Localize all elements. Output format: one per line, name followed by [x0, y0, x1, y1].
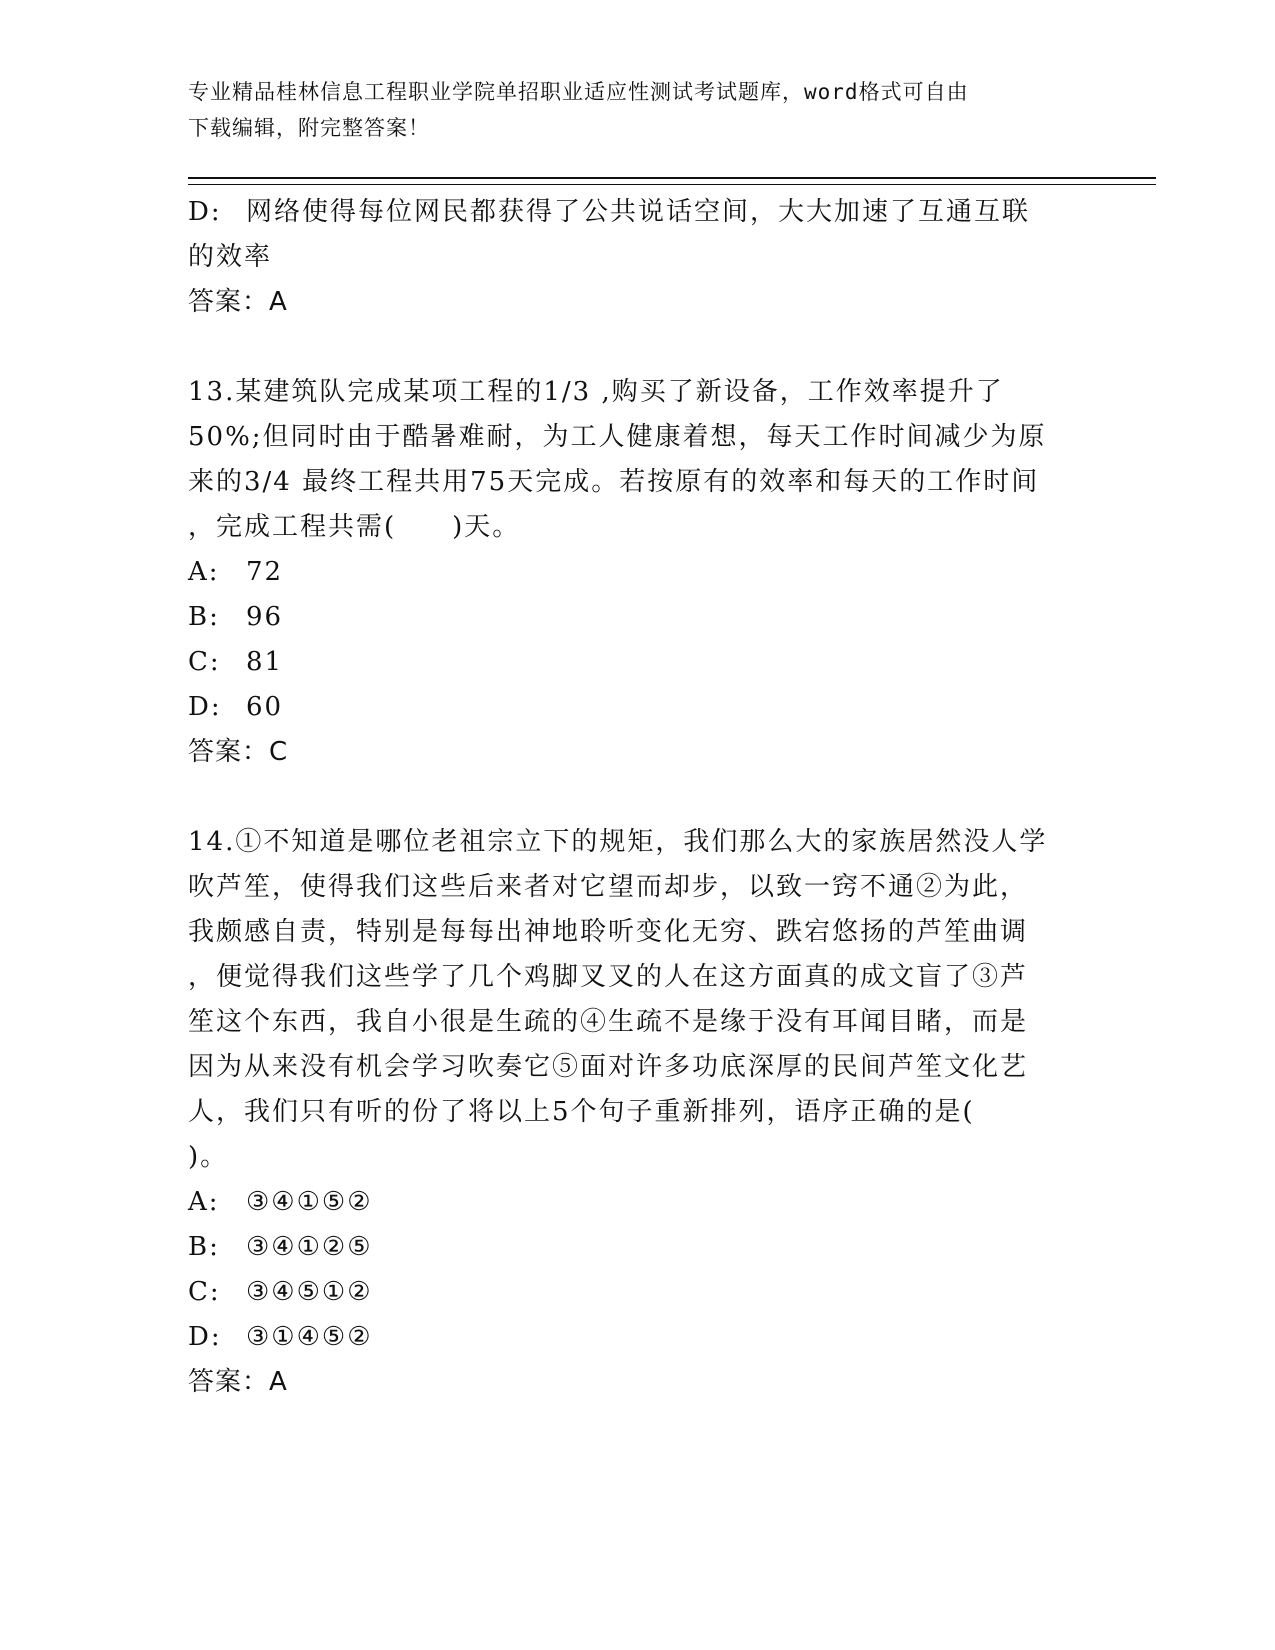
option-c	[188, 640, 1088, 685]
answer-line: 答案：A	[188, 1367, 288, 1397]
header-line-2: 下载编辑，附完整答案！	[188, 116, 430, 140]
question-text-line: 50%;但同时由于酷暑难耐，为工人健康着想，每天工作时间减少为原	[188, 422, 1047, 452]
question-text-line: )。	[188, 1142, 229, 1172]
option-label: A:	[188, 557, 220, 587]
option-label: D:	[188, 692, 222, 722]
question-text-line: 吹芦笙，使得我们这些后来者对它望而却步，以致一窍不通②为此，	[188, 872, 1029, 902]
option-d	[188, 190, 1088, 235]
option-text: 60	[246, 692, 284, 722]
option-d	[188, 1315, 1088, 1360]
question-text-line: 人，我们只有听的份了将以上5个句子重新排列，语序正确的是(	[188, 1097, 975, 1127]
question-text-line: ，便觉得我们这些学了几个鸡脚叉叉的人在这方面真的成文盲了③芦	[188, 962, 1029, 992]
document-body	[188, 190, 1088, 1405]
question-text-line: 13.某建筑队完成某项工程的1/3 ,购买了新设备，工作效率提升了	[188, 377, 1004, 407]
answer-line: 答案：C	[188, 737, 289, 767]
option-text: ③④①②⑤	[246, 1232, 373, 1262]
question-13	[188, 370, 1088, 775]
option-label: C:	[188, 647, 221, 677]
option-d	[188, 685, 1088, 730]
previous-question-tail	[188, 190, 1088, 325]
option-b	[188, 1225, 1088, 1270]
option-c	[188, 1270, 1088, 1315]
option-text: 网络使得每位网民都获得了公共说话空间，大大加速了互通互联	[246, 197, 1031, 227]
question-14	[188, 820, 1088, 1405]
option-text: ③④①⑤②	[246, 1187, 373, 1217]
question-text-line: 来的3/4 最终工程共用75天完成。若按原有的效率和每天的工作时间	[188, 467, 1040, 497]
question-text-line: 笙这个东西，我自小很是生疏的④生疏不是缘于没有耳闻目睹，而是	[188, 1007, 1029, 1037]
option-d-continuation: 的效率	[188, 242, 273, 272]
option-text: ③①④⑤②	[246, 1322, 373, 1352]
option-text: 81	[246, 647, 284, 677]
option-label: A:	[188, 1187, 220, 1217]
option-text: ③④⑤①②	[246, 1277, 373, 1307]
option-text: 72	[246, 557, 284, 587]
header-divider-thin	[188, 184, 1156, 185]
option-label: D:	[188, 1322, 222, 1352]
document-header	[188, 74, 1068, 146]
header-divider-thick	[188, 177, 1156, 179]
option-label: B:	[188, 1232, 220, 1262]
option-label: C:	[188, 1277, 221, 1307]
answer-line: 答案：A	[188, 287, 288, 317]
option-label: B:	[188, 602, 220, 632]
option-b	[188, 595, 1088, 640]
question-text-line: 我颇感自责，特别是每每出神地聆听变化无穷、跌宕悠扬的芦笙曲调	[188, 917, 1029, 947]
question-text-line: ，完成工程共需( )天。	[188, 512, 521, 542]
option-label: D:	[188, 197, 222, 227]
question-text-line: 14.①不知道是哪位老祖宗立下的规矩，我们那么大的家族居然没人学	[188, 827, 1048, 857]
option-a	[188, 550, 1088, 595]
option-text: 96	[246, 602, 284, 632]
question-text-line: 因为从来没有机会学习吹奏它⑤面对许多功底深厚的民间芦笙文化艺	[188, 1052, 1029, 1082]
header-line-1: 专业精品桂林信息工程职业学院单招职业适应性测试考试题库，word格式可自由	[188, 80, 969, 104]
option-a	[188, 1180, 1088, 1225]
